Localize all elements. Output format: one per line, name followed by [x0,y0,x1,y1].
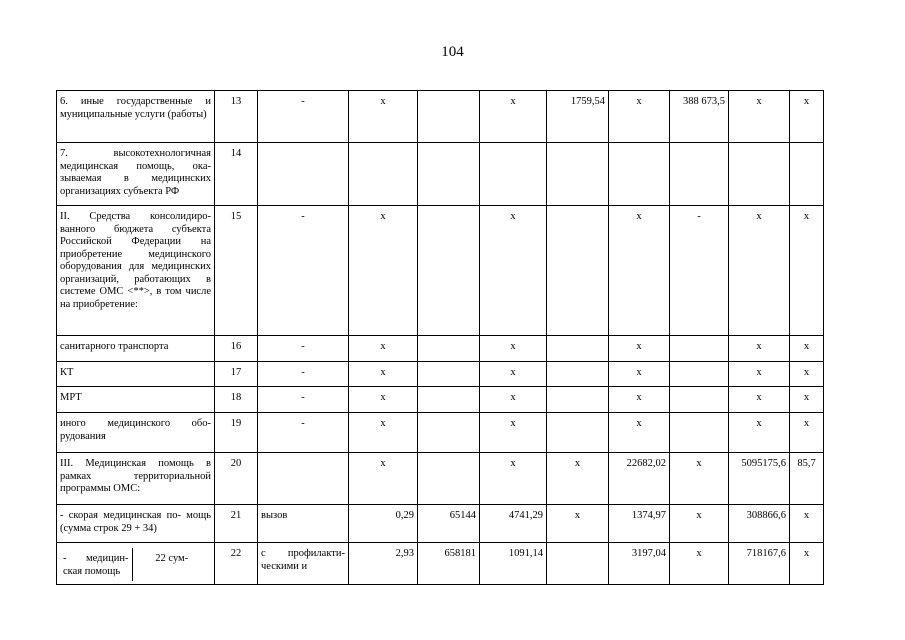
row-description: - медицин- ская помощь [60,548,132,581]
value-cell: х [609,362,670,387]
value-cell: х [349,336,418,362]
value-cell [547,336,609,362]
value-cell [418,91,480,143]
unit-cell: - [258,413,349,453]
value-cell: х [547,453,609,505]
value-cell [418,336,480,362]
row-description: 6. иные государственные и муниципальные услуги (работы) [57,91,215,143]
value-cell: х [480,91,547,143]
value-cell [670,387,729,413]
value-cell [418,206,480,336]
value-cell [547,543,609,585]
table-row [57,505,824,543]
value-cell: х [349,362,418,387]
row-description: иного медицинского обо- рудования [57,413,215,453]
value-cell [418,453,480,505]
row-number: 15 [215,206,258,336]
value-cell: х [729,362,790,387]
value-cell: 1759,54 [547,91,609,143]
value-cell [480,143,547,206]
unit-cell: - [258,362,349,387]
value-cell: х [609,413,670,453]
value-cell: х [609,387,670,413]
row-description-sub: 22 сум- [155,553,189,564]
row-number: 20 [215,453,258,505]
value-cell: х [349,453,418,505]
unit-cell: с профилакти- ческими и [258,543,349,585]
row-description: - скорая медицинская по- мощь (сумма строк 29 + 34) [57,505,215,543]
row-number: 14 [215,143,258,206]
value-cell: х [790,413,824,453]
unit-cell [258,453,349,505]
value-cell [418,387,480,413]
row-number: 18 [215,387,258,413]
row-description: санитарного транспорта [57,336,215,362]
value-cell: х [349,387,418,413]
value-cell: х [349,413,418,453]
value-cell: х [349,91,418,143]
value-cell: х [349,206,418,336]
table-row [57,453,824,505]
table-row [57,413,824,453]
value-cell [670,336,729,362]
value-cell: - [670,206,729,336]
value-cell: 0,29 [349,505,418,543]
value-cell: 658181 [418,543,480,585]
value-cell: х [790,505,824,543]
value-cell: х [547,505,609,543]
page-number: 104 [441,44,464,60]
value-cell [547,143,609,206]
row-description: II. Средства консолидиро- ванного бюджета субъекта Российской Федерации на приобретение медицинского оборудования для медицинских организаций, работающих в системе ОМС <**>, в том числе на приобретение: [57,206,215,336]
unit-cell: - [258,206,349,336]
value-cell: х [790,362,824,387]
unit-cell: вызов [258,505,349,543]
value-cell: х [480,336,547,362]
value-cell: х [480,362,547,387]
value-cell [729,143,790,206]
value-cell: 2,93 [349,543,418,585]
value-cell: 308866,6 [729,505,790,543]
value-cell: 3197,04 [609,543,670,585]
value-cell: х [790,387,824,413]
row-description: КТ [57,362,215,387]
row-number: 21 [215,505,258,543]
value-cell: х [480,453,547,505]
row-description: 7. высокотехнологичная медицинская помощь, ока- зываемая в медицинских организациях субъекта РФ [57,143,215,206]
table-row [57,143,824,206]
row-number: 16 [215,336,258,362]
value-cell: х [609,206,670,336]
financing-table [56,90,824,585]
value-cell: 22682,02 [609,453,670,505]
row-description-split [57,543,215,585]
value-cell: х [609,91,670,143]
row-number: 19 [215,413,258,453]
value-cell: х [670,543,729,585]
value-cell: 65144 [418,505,480,543]
value-cell [670,362,729,387]
value-cell: х [729,336,790,362]
value-cell: х [729,206,790,336]
value-cell: х [790,206,824,336]
value-cell: х [729,387,790,413]
table-row [57,543,824,585]
value-cell [547,413,609,453]
value-cell [547,387,609,413]
value-cell: х [790,543,824,585]
value-cell: х [670,505,729,543]
unit-cell: - [258,387,349,413]
value-cell: 5095175,6 [729,453,790,505]
value-cell [349,143,418,206]
value-cell [418,413,480,453]
value-cell: х [790,336,824,362]
table-row [57,91,824,143]
row-description: МРТ [57,387,215,413]
value-cell: 1374,97 [609,505,670,543]
table-row [57,206,824,336]
unit-cell: - [258,336,349,362]
row-number: 22 [215,543,258,585]
value-cell [790,143,824,206]
row-number: 17 [215,362,258,387]
value-cell [670,413,729,453]
value-cell: х [609,336,670,362]
table-row [57,336,824,362]
value-cell [547,362,609,387]
value-cell: 4741,29 [480,505,547,543]
value-cell: 1091,14 [480,543,547,585]
unit-cell [258,143,349,206]
value-cell: х [729,413,790,453]
value-cell [418,143,480,206]
value-cell: 388 673,5 [670,91,729,143]
row-description: III. Медицинская помощь в рамках территориальной программы ОМС: [57,453,215,505]
value-cell: 718167,6 [729,543,790,585]
unit-cell: - [258,91,349,143]
value-cell: х [480,206,547,336]
value-cell: х [670,453,729,505]
table-row [57,362,824,387]
value-cell: х [480,413,547,453]
value-cell [547,206,609,336]
value-cell [609,143,670,206]
value-cell [670,143,729,206]
value-cell: 85,7 [790,453,824,505]
value-cell [418,362,480,387]
value-cell: х [790,91,824,143]
value-cell: х [729,91,790,143]
table-row [57,387,824,413]
split-cell [60,548,211,581]
value-cell: х [480,387,547,413]
row-number: 13 [215,91,258,143]
